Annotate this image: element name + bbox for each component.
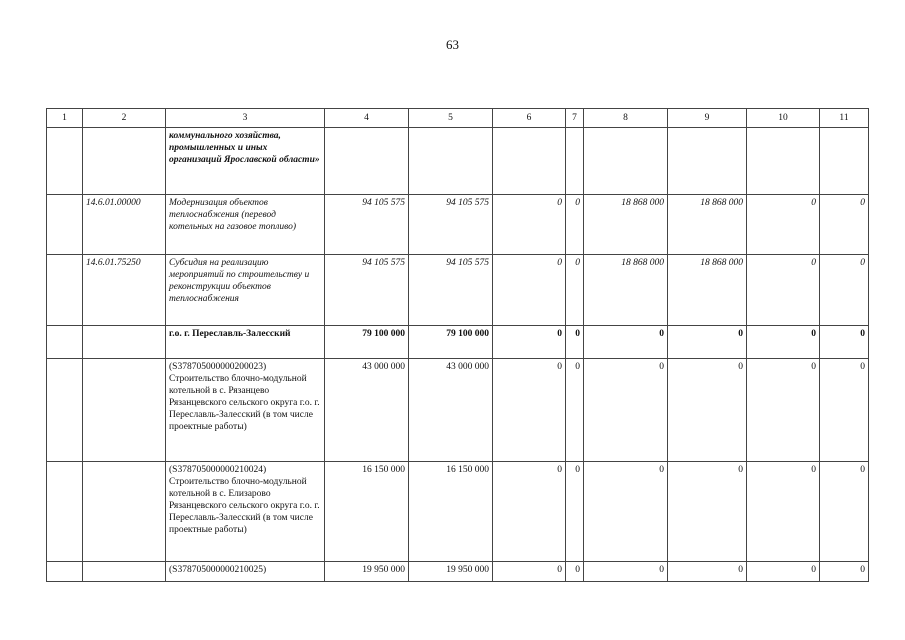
table-cell: 0 (747, 359, 820, 462)
row-description: коммунального хозяйства, промышленных и иных организаций Ярославской области» (166, 128, 325, 195)
row-description: Модернизация объектов теплоснабжения (перевод котельных на газовое топливо) (166, 195, 325, 255)
table-cell: 0 (747, 562, 820, 582)
table-cell: 0 (566, 562, 584, 582)
table-cell: 43 000 000 (409, 359, 493, 462)
table-cell (747, 128, 820, 195)
table-cell: 79 100 000 (409, 326, 493, 359)
table-cell (47, 128, 83, 195)
header-row (47, 109, 869, 128)
table-cell (566, 128, 584, 195)
row-code: 14.6.01.75250 (83, 255, 166, 326)
table-cell: 18 868 000 (668, 195, 747, 255)
table-cell: 94 105 575 (409, 255, 493, 326)
table-cell (47, 326, 83, 359)
table-row (47, 462, 869, 562)
table-cell: 0 (566, 359, 584, 462)
table-cell: 94 105 575 (325, 255, 409, 326)
table-cell (409, 128, 493, 195)
table-row (47, 128, 869, 195)
budget-table (46, 108, 869, 582)
table-cell: 0 (820, 562, 869, 582)
table-cell (668, 128, 747, 195)
table-cell: 0 (820, 359, 869, 462)
table-cell (493, 128, 566, 195)
table-cell (47, 359, 83, 462)
table-cell (47, 462, 83, 562)
table-cell: 0 (668, 462, 747, 562)
table-cell: 0 (566, 462, 584, 562)
row-code (83, 359, 166, 462)
table-cell: 0 (747, 255, 820, 326)
table-cell: 0 (668, 562, 747, 582)
table-cell: 19 950 000 (409, 562, 493, 582)
column-header: 7 (566, 109, 584, 128)
table-cell: 0 (747, 462, 820, 562)
column-header: 8 (584, 109, 668, 128)
table-row (47, 195, 869, 255)
table-row (47, 326, 869, 359)
table-cell: 0 (493, 562, 566, 582)
row-description: (S378705000000210024) Строительство блочно-модульной котельной в с. Елизарово Рязанцевского сельского округа г.о. г. Переславль-Залесский (в том числе проектные работы) (166, 462, 325, 562)
table-cell (820, 128, 869, 195)
row-code: 14.6.01.00000 (83, 195, 166, 255)
table-cell: 0 (584, 326, 668, 359)
table-cell: 0 (493, 255, 566, 326)
column-header: 10 (747, 109, 820, 128)
table-cell: 0 (566, 255, 584, 326)
table-row (47, 562, 869, 582)
table-cell: 16 150 000 (325, 462, 409, 562)
table-cell: 0 (820, 255, 869, 326)
table-cell: 0 (566, 326, 584, 359)
table-cell: 0 (668, 359, 747, 462)
row-code (83, 462, 166, 562)
table-cell: 0 (820, 462, 869, 562)
row-code (83, 562, 166, 582)
row-description: (S378705000000200023) Строительство блочно-модульной котельной в с. Рязанцево Рязанцевского сельского округа г.о. г. Переславль-Залесский (в том числе проектные работы) (166, 359, 325, 462)
column-header: 2 (83, 109, 166, 128)
table-cell: 0 (493, 359, 566, 462)
table-cell: 94 105 575 (409, 195, 493, 255)
row-code (83, 128, 166, 195)
table-cell: 0 (820, 195, 869, 255)
table-cell: 0 (584, 462, 668, 562)
table-cell (47, 195, 83, 255)
row-code (83, 326, 166, 359)
table-cell: 0 (584, 562, 668, 582)
column-header: 11 (820, 109, 869, 128)
page-number: 63 (446, 37, 459, 52)
column-header: 6 (493, 109, 566, 128)
table-cell: 94 105 575 (325, 195, 409, 255)
table-cell: 18 868 000 (668, 255, 747, 326)
table-row (47, 359, 869, 462)
table-cell: 0 (820, 326, 869, 359)
table-cell (325, 128, 409, 195)
column-header: 9 (668, 109, 747, 128)
table-cell: 19 950 000 (325, 562, 409, 582)
column-header: 4 (325, 109, 409, 128)
table-cell: 0 (493, 326, 566, 359)
table-cell: 43 000 000 (325, 359, 409, 462)
column-header: 3 (166, 109, 325, 128)
table-cell: 0 (747, 326, 820, 359)
row-description: Субсидия на реализацию мероприятий по строительству и реконструкции объектов теплоснабжения (166, 255, 325, 326)
table-cell: 16 150 000 (409, 462, 493, 562)
table-cell: 18 868 000 (584, 255, 668, 326)
table-cell: 0 (668, 326, 747, 359)
column-header: 1 (47, 109, 83, 128)
row-description: г.о. г. Переславль-Залесский (166, 326, 325, 359)
table-cell (47, 562, 83, 582)
table-cell (47, 255, 83, 326)
table-cell: 79 100 000 (325, 326, 409, 359)
table-cell: 0 (493, 462, 566, 562)
table-cell: 0 (566, 195, 584, 255)
table-cell: 0 (747, 195, 820, 255)
table-cell: 0 (493, 195, 566, 255)
table-row (47, 255, 869, 326)
row-description: (S378705000000210025) (166, 562, 325, 582)
table-cell: 0 (584, 359, 668, 462)
table-cell: 18 868 000 (584, 195, 668, 255)
table-cell (584, 128, 668, 195)
column-header: 5 (409, 109, 493, 128)
